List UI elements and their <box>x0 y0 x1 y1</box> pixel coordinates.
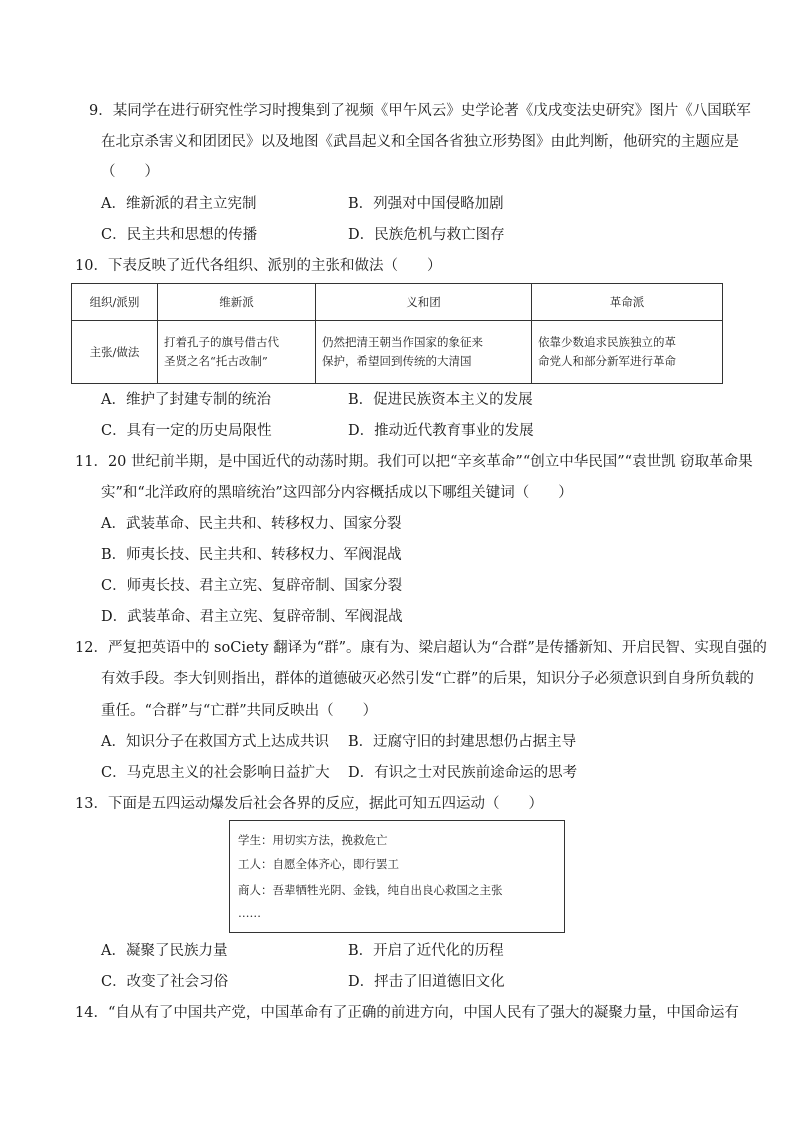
q11-option-b[interactable]: B．师夷长技、民主共和、转移权力、军阀混战 <box>101 547 402 563</box>
q10-option-d[interactable]: D．推动近代教育事业的发展 <box>348 423 534 439</box>
q10-table <box>71 283 723 384</box>
q9-option-a[interactable]: A．维新派的君主立宪制 <box>101 196 257 212</box>
q12-stem-line-3: 重任。“合群”与“亡群”共同反映出（ ） <box>101 703 378 719</box>
q10-cell-reformists <box>158 321 316 384</box>
q11-option-c[interactable]: C．师夷长技、君主立宪、复辟帝制、国家分裂 <box>101 578 403 594</box>
q12-option-a[interactable]: A．知识分子在救国方式上达成共识 <box>101 734 329 750</box>
q10-table-header-row <box>72 284 723 321</box>
q11-option-a[interactable]: A．武装革命、民主共和、转移权力、国家分裂 <box>101 516 402 532</box>
q13-option-b[interactable]: B．开启了近代化的历程 <box>348 943 504 959</box>
q11-option-d[interactable]: D．武装革命、君主立宪、复辟帝制、军阀混战 <box>101 609 403 625</box>
q10-option-a[interactable]: A．维护了封建专制的统治 <box>101 392 271 408</box>
q10-header-group: 组织/派别 <box>72 284 158 321</box>
q13-quote-workers: 工人：自愿全体齐心，即行罢工 <box>238 857 399 871</box>
q14-stem-line-1: 14．“自从有了中国共产党，中国革命有了正确的前进方向，中国人民有了强大的凝聚力量，中国命运有 <box>75 1005 739 1021</box>
q9-option-c[interactable]: C．民主共和思想的传播 <box>101 227 258 243</box>
q12-stem-line-2: 有效手段。李大钊则指出，群体的道德破灭必然引发“亡群”的后果，知识分子必须意识到自身所负载的 <box>101 671 754 687</box>
q9-answer-bracket: （ ） <box>101 164 159 180</box>
q10-option-c[interactable]: C．具有一定的历史局限性 <box>101 423 272 439</box>
q13-option-c[interactable]: C．改变了社会习俗 <box>101 974 229 990</box>
q9-option-b[interactable]: B．列强对中国侵略加剧 <box>348 196 504 212</box>
q9-option-d[interactable]: D．民族危机与救亡图存 <box>348 227 505 243</box>
q10-cell-reformists-line-1: 打着孔子的旗号借古代 <box>164 335 279 349</box>
q10-cell-boxers-line-2: 保护，希望回到传统的大清国 <box>322 354 472 368</box>
q10-cell-revolutionaries-line-1: 依靠少数追求民族独立的革 <box>538 335 676 349</box>
q9-stem-line-1: 9．某同学在进行研究性学习时搜集到了视频《甲午风云》史学论著《戊戌变法史研究》图片《八国联军 <box>89 103 751 119</box>
q13-option-a[interactable]: A．凝聚了民族力量 <box>101 943 228 959</box>
q13-quote-students: 学生：用切实方法，挽救危亡 <box>238 833 388 847</box>
q10-cell-boxers-line-1: 仍然把清王朝当作国家的象征来 <box>322 335 483 349</box>
q13-quote-ellipsis: …… <box>238 906 261 920</box>
q10-cell-revolutionaries <box>532 321 723 384</box>
q9-stem-line-2: 在北京杀害义和团团民》以及地图《武昌起义和全国各省独立形势图》由此判断，他研究的主题应是 <box>101 134 739 150</box>
q13-option-d[interactable]: D．抨击了旧道德旧文化 <box>348 974 505 990</box>
q13-quote-merchants: 商人：吾辈牺牲光阴、金钱，纯自出良心救国之主张 <box>238 883 503 897</box>
q12-option-d[interactable]: D．有识之士对民族前途命运的思考 <box>348 765 578 781</box>
q10-cell-boxers <box>316 321 532 384</box>
q13-quote-box <box>229 820 565 933</box>
q11-stem-line-2: 实”和“北洋政府的黑暗统治”这四部分内容概括成以下哪组关键词（ ） <box>101 485 573 501</box>
q10-option-b[interactable]: B．促进民族资本主义的发展 <box>348 392 533 408</box>
q10-cell-reformists-line-2: 圣贤之名“托古改制” <box>164 354 268 368</box>
q11-stem-line-1: 11．20 世纪前半期，是中国近代的动荡时期。我们可以把“辛亥革命”“创立中华民国”“袁世凯 窃取革命果 <box>75 454 753 470</box>
q10-stem: 10．下表反映了近代各组织、派别的主张和做法（ ） <box>75 258 442 274</box>
q10-header-reformists: 维新派 <box>158 284 316 321</box>
q10-table-body-row <box>72 321 723 384</box>
q10-cell-revolutionaries-line-2: 命党人和部分新军进行革命 <box>538 354 676 368</box>
q10-row-label: 主张/做法 <box>72 321 158 384</box>
q10-header-revolutionaries: 革命派 <box>532 284 723 321</box>
q12-option-b[interactable]: B．迂腐守旧的封建思想仍占据主导 <box>348 734 577 750</box>
q12-option-c[interactable]: C．马克思主义的社会影响日益扩大 <box>101 765 330 781</box>
q12-stem-line-1: 12．严复把英语中的 soCiety 翻译为“群”。康有为、梁启超认为“合群”是传播新知、开启民智、实现自强的 <box>75 640 767 656</box>
q13-stem: 13．下面是五四运动爆发后社会各界的反应，据此可知五四运动（ ） <box>75 796 543 812</box>
q10-header-boxers: 义和团 <box>316 284 532 321</box>
